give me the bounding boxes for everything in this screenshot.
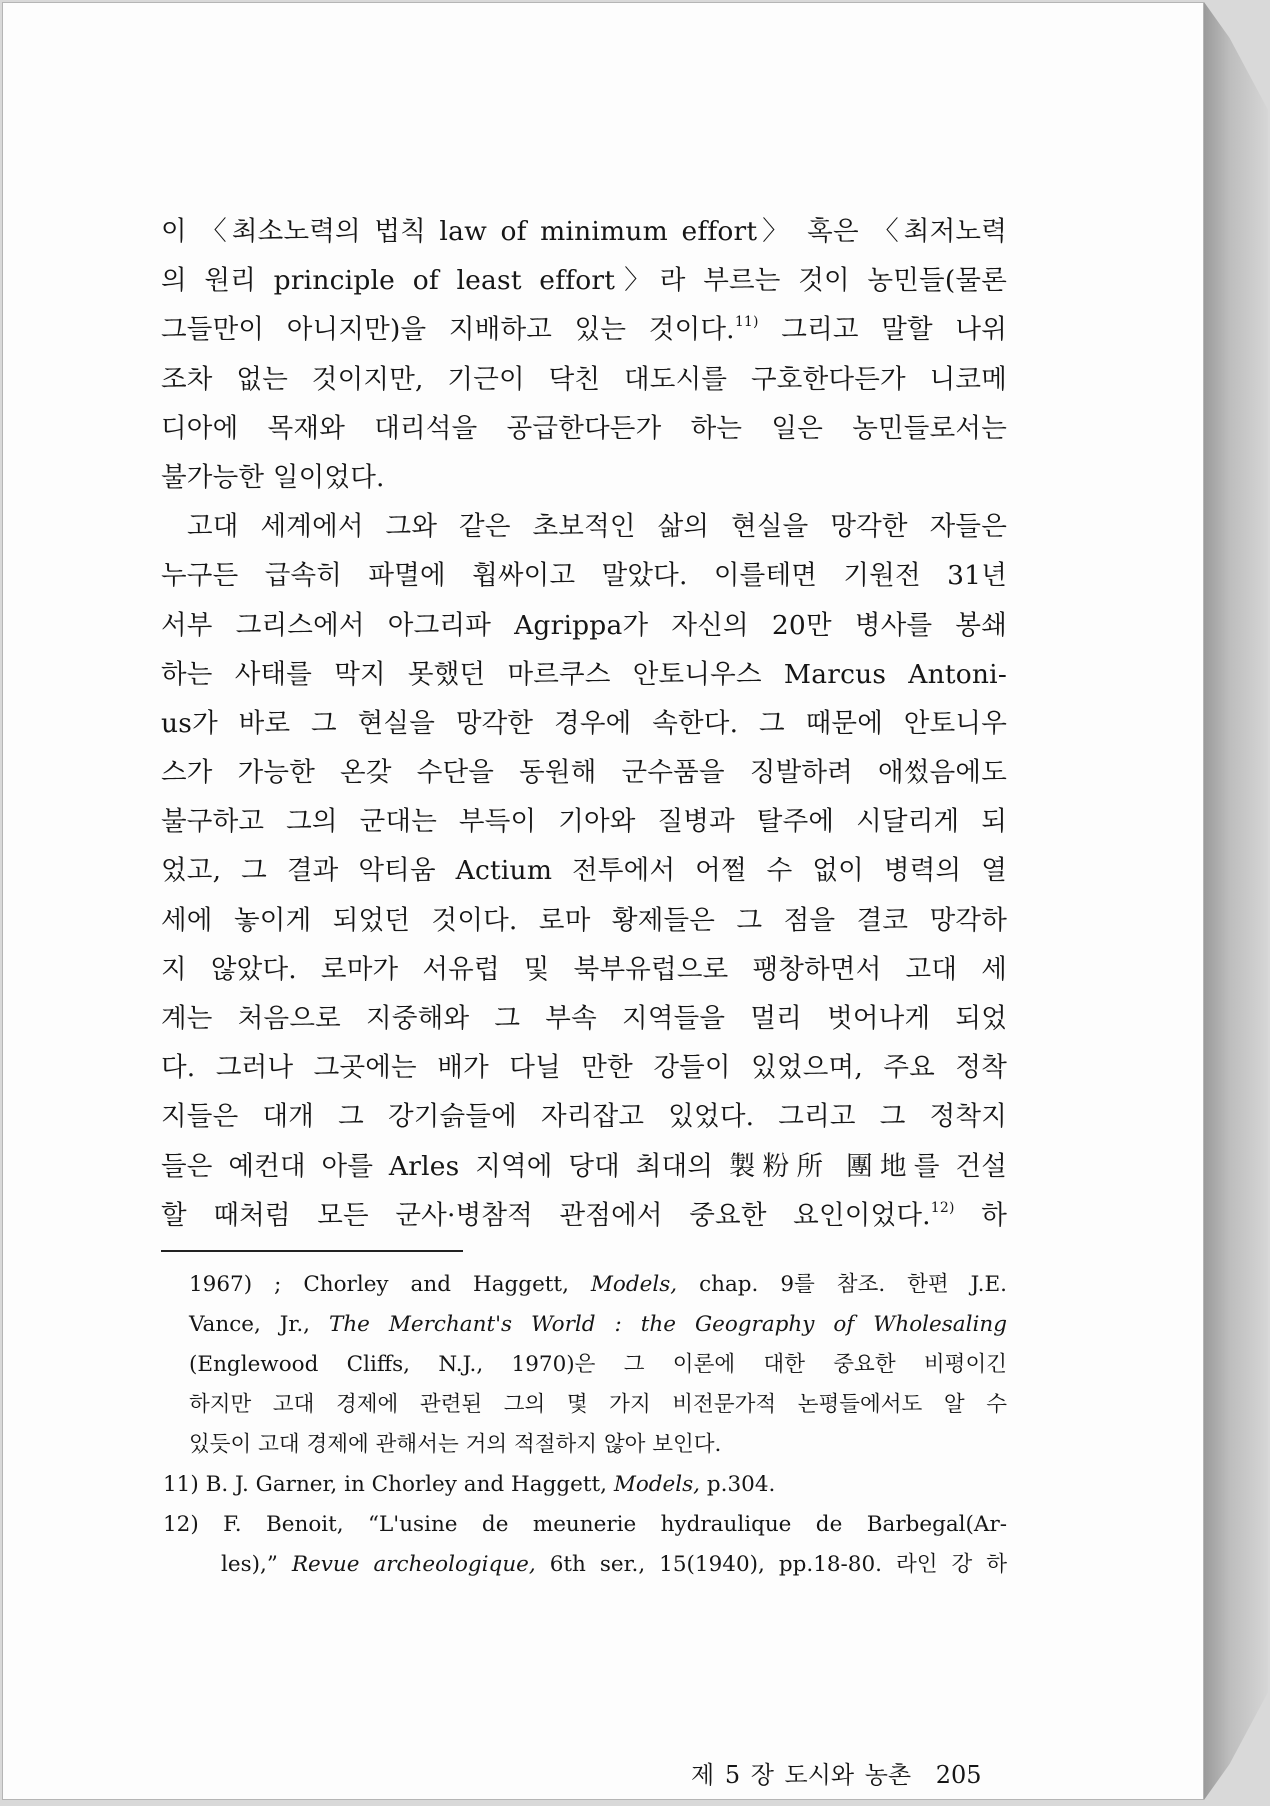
body-line: 지 않았다. 로마가 서유럽 및 북부유럽으로 팽창하면서 고대 세 bbox=[161, 953, 1007, 985]
footnote-italic: Revue archeologique, bbox=[291, 1552, 536, 1577]
body-line: 누구든 급속히 파멸에 휩싸이고 말았다. 이를테면 기원전 31년 bbox=[161, 560, 1007, 592]
footnote-divider bbox=[161, 1250, 463, 1252]
body-line: 디아에 목재와 대리석을 공급한다든가 하는 일은 농민들로서는 bbox=[161, 412, 1007, 444]
body-line: 었고, 그 결과 악티움 Actium 전투에서 어쩔 수 없이 병력의 열 bbox=[161, 855, 1007, 887]
body-line: 계는 처음으로 지중해와 그 부속 지역들을 멀리 벗어나게 되었 bbox=[161, 1003, 1007, 1034]
body-line: 불가능한 일이었다. bbox=[161, 461, 385, 493]
body-line-text: 하 bbox=[981, 1199, 1007, 1231]
footnote-text: 1967) ; Chorley and Haggett, bbox=[189, 1272, 569, 1297]
body-line: 조차 없는 것이지만, 기근이 닥친 대도시를 구호한다든가 니코메 bbox=[161, 363, 1007, 395]
body-line-text: 그리고 말할 나위 bbox=[781, 314, 1008, 346]
footnote-line bbox=[189, 1545, 1007, 1585]
body-line: us가 바로 그 현실을 망각한 경우에 속한다. 그 때문에 안토니우 bbox=[161, 707, 1007, 739]
footnote-line bbox=[189, 1305, 1007, 1345]
body-line: 세에 놓이게 되었던 것이다. 로마 황제들은 그 점을 결코 망각하 bbox=[161, 904, 1007, 936]
book-page bbox=[2, 2, 1204, 1800]
chapter-title: 제 5 장 도시와 농촌 bbox=[691, 1761, 912, 1789]
footnote-line: 있듯이 고대 경제에 관해서는 거의 적절하지 않아 보인다. bbox=[189, 1432, 722, 1457]
footnote-text: Vance, Jr., bbox=[189, 1312, 329, 1337]
footnote-12 bbox=[163, 1505, 1007, 1545]
body-line: 의 원리 principle of least effort〉라 부르는 것이 농민들(물론 bbox=[161, 265, 1007, 297]
body-line: 들은 예컨대 아를 Arles 지역에 당대 최대의 製粉所 團地를 건설 bbox=[161, 1150, 1007, 1182]
footnote-italic: Models, bbox=[590, 1272, 678, 1297]
footnote-11 bbox=[163, 1465, 1007, 1505]
body-line bbox=[161, 305, 1007, 354]
footnote-label: 11) bbox=[163, 1472, 199, 1497]
footnote-italic: Models, bbox=[613, 1472, 701, 1497]
footnote-text: les),” bbox=[221, 1552, 278, 1577]
body-line-text: 할 때처럼 모든 군사·병참적 관점에서 중요한 요인이었다. bbox=[161, 1199, 931, 1231]
body-line: 지들은 대개 그 강기슭들에 자리잡고 있었다. 그리고 그 정착지 bbox=[161, 1101, 1007, 1133]
body-line: 스가 가능한 온갖 수단을 동원해 군수품을 징발하려 애썼음에도 bbox=[161, 757, 1007, 789]
footnote-label: 12) bbox=[163, 1512, 199, 1537]
footnote-line bbox=[189, 1265, 1007, 1305]
paragraph-start bbox=[161, 502, 1007, 551]
footnotes bbox=[163, 1265, 1007, 1585]
body-line-text: 그들만이 아니지만)을 지배하고 있는 것이다. bbox=[161, 314, 735, 346]
page-edge-shadow bbox=[1204, 2, 1268, 1800]
body-line: 불구하고 그의 군대는 부득이 기아와 질병과 탈주에 시달리게 되 bbox=[161, 806, 1007, 838]
body-line: 이 〈최소노력의 법칙 law of minimum effort〉 혹은 〈최저노력 bbox=[161, 216, 1007, 247]
running-footer bbox=[691, 1755, 982, 1790]
footnote-line: (Englewood Cliffs, N.J., 1970)은 그 이론에 대한 중요한 비평이긴 bbox=[189, 1352, 1007, 1377]
body-line: 서부 그리스에서 아그리파 Agrippa가 자신의 20만 병사를 봉쇄 bbox=[161, 609, 1007, 641]
body-line bbox=[161, 1191, 1007, 1240]
footnote-text: F. Benoit, “L'usine de meunerie hydraulique de Barbegal(Ar- bbox=[223, 1512, 1007, 1537]
body-text bbox=[161, 207, 1007, 1240]
body-line: 하는 사태를 막지 못했던 마르쿠스 안토니우스 Marcus Antoni- bbox=[161, 658, 1007, 690]
footnote-text: p.304. bbox=[706, 1472, 776, 1497]
footnote-ref-11: 11) bbox=[734, 314, 759, 331]
footnote-italic: The Merchant's World : the Geography of Wholesaling bbox=[329, 1312, 1007, 1337]
footnote-ref-12: 12) bbox=[930, 1199, 955, 1216]
footnote-text: chap. 9를 참조. 한편 J.E. bbox=[699, 1272, 1007, 1297]
footnote-text: 6th ser., 15(1940), pp.18-80. 라인 강 하 bbox=[549, 1552, 1007, 1577]
footnote-line: 하지만 고대 경제에 관련된 그의 몇 가지 비전문가적 논평들에서도 알 수 bbox=[189, 1392, 1007, 1417]
body-line-text: 고대 세계에서 그와 같은 초보적인 삶의 현실을 망각한 자들은 bbox=[187, 511, 1007, 543]
body-line: 다. 그러나 그곳에는 배가 다닐 만한 강들이 있었으며, 주요 정착 bbox=[161, 1052, 1007, 1084]
footnote-text: B. J. Garner, in Chorley and Haggett, bbox=[205, 1472, 607, 1497]
page-number: 205 bbox=[935, 1761, 982, 1789]
